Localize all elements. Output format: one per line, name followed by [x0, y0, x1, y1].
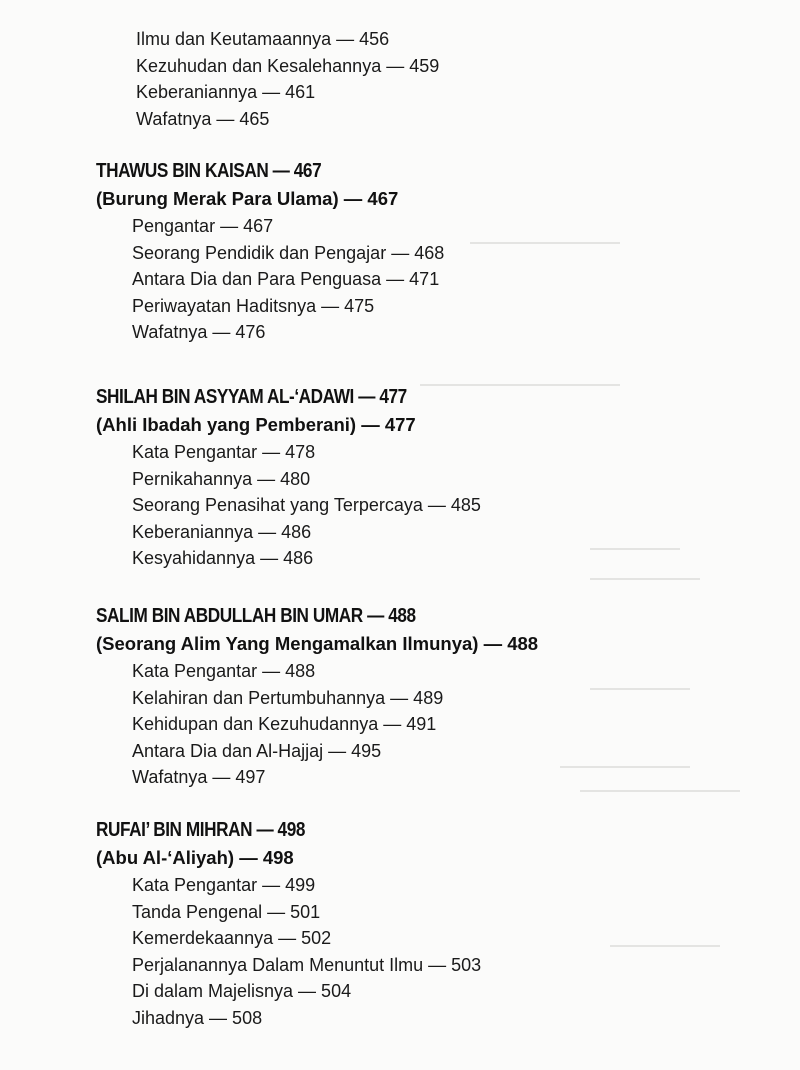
toc-section-thawus	[96, 158, 444, 346]
bleed-through-mark	[590, 688, 690, 690]
section-title: THAWUS BIN KAISAN — 467	[96, 160, 322, 182]
toc-entry: Kata Pengantar — 488	[132, 661, 316, 681]
section-entries	[96, 658, 538, 791]
toc-entry: Kelahiran dan Pertumbuhannya — 489	[132, 687, 444, 708]
toc-entry: Ilmu dan Keutamaannya — 456	[136, 29, 390, 49]
toc-section-salim	[96, 603, 538, 791]
bleed-through-mark	[590, 548, 680, 550]
section-title: SHILAH BIN ASYYAM AL-‘ADAWI — 477	[96, 386, 407, 408]
section-entries	[96, 872, 481, 1031]
bleed-through-mark	[590, 578, 700, 580]
toc-entry: Di dalam Majelisnya — 504	[132, 981, 352, 1001]
section-subtitle: (Abu Al-‘Aliyah) — 498	[96, 847, 294, 868]
bleed-through-mark	[560, 766, 690, 768]
continued-entries	[136, 26, 439, 132]
toc-section-rufai	[96, 817, 481, 1031]
section-entries	[96, 213, 444, 346]
toc-entry: Kehidupan dan Kezuhudannya — 491	[132, 714, 437, 734]
section-subtitle: (Burung Merak Para Ulama) — 467	[96, 188, 399, 209]
toc-entry: Seorang Pendidik dan Pengajar — 468	[132, 242, 445, 263]
section-title: RUFAI’ BIN MIHRAN — 498	[96, 819, 305, 841]
toc-entry: Perjalanannya Dalam Menuntut Ilmu — 503	[132, 954, 482, 975]
toc-entry: Kata Pengantar — 478	[132, 442, 316, 462]
bleed-through-mark	[470, 242, 620, 244]
toc-entry: Jihadnya — 508	[132, 1007, 263, 1028]
toc-entry: Pengantar — 467	[132, 216, 274, 236]
toc-entry: Kesyahidannya — 486	[132, 548, 314, 568]
toc-entry: Periwayatan Haditsnya — 475	[132, 295, 375, 316]
toc-entry: Keberaniannya — 486	[132, 521, 312, 542]
toc-entry: Kata Pengantar — 499	[132, 875, 316, 895]
toc-entry: Antara Dia dan Al-Hajjaj — 495	[132, 740, 382, 761]
bleed-through-mark	[580, 790, 740, 792]
toc-entry: Wafatnya — 476	[132, 322, 266, 342]
toc-entry: Wafatnya — 497	[132, 767, 266, 787]
toc-entry: Tanda Pengenal — 501	[132, 901, 321, 922]
section-subtitle: (Ahli Ibadah yang Pemberani) — 477	[96, 414, 416, 435]
toc-entry: Antara Dia dan Para Penguasa — 471	[132, 269, 440, 289]
section-title: SALIM BIN ABDULLAH BIN UMAR — 488	[96, 605, 416, 627]
section-subtitle: (Seorang Alim Yang Mengamalkan Ilmunya) — 488	[96, 633, 539, 654]
toc-entry: Pernikahannya — 480	[132, 468, 311, 489]
toc-entry: Kezuhudan dan Kesalehannya — 459	[136, 55, 440, 76]
toc-entry: Kemerdekaannya — 502	[132, 928, 332, 948]
section-entries	[96, 439, 481, 572]
bleed-through-mark	[610, 945, 720, 947]
toc-section-shilah	[96, 384, 481, 572]
toc-entry: Seorang Penasihat yang Terpercaya — 485	[132, 495, 481, 515]
toc-entry: Keberaniannya — 461	[136, 82, 316, 102]
toc-entry: Wafatnya — 465	[136, 108, 270, 129]
